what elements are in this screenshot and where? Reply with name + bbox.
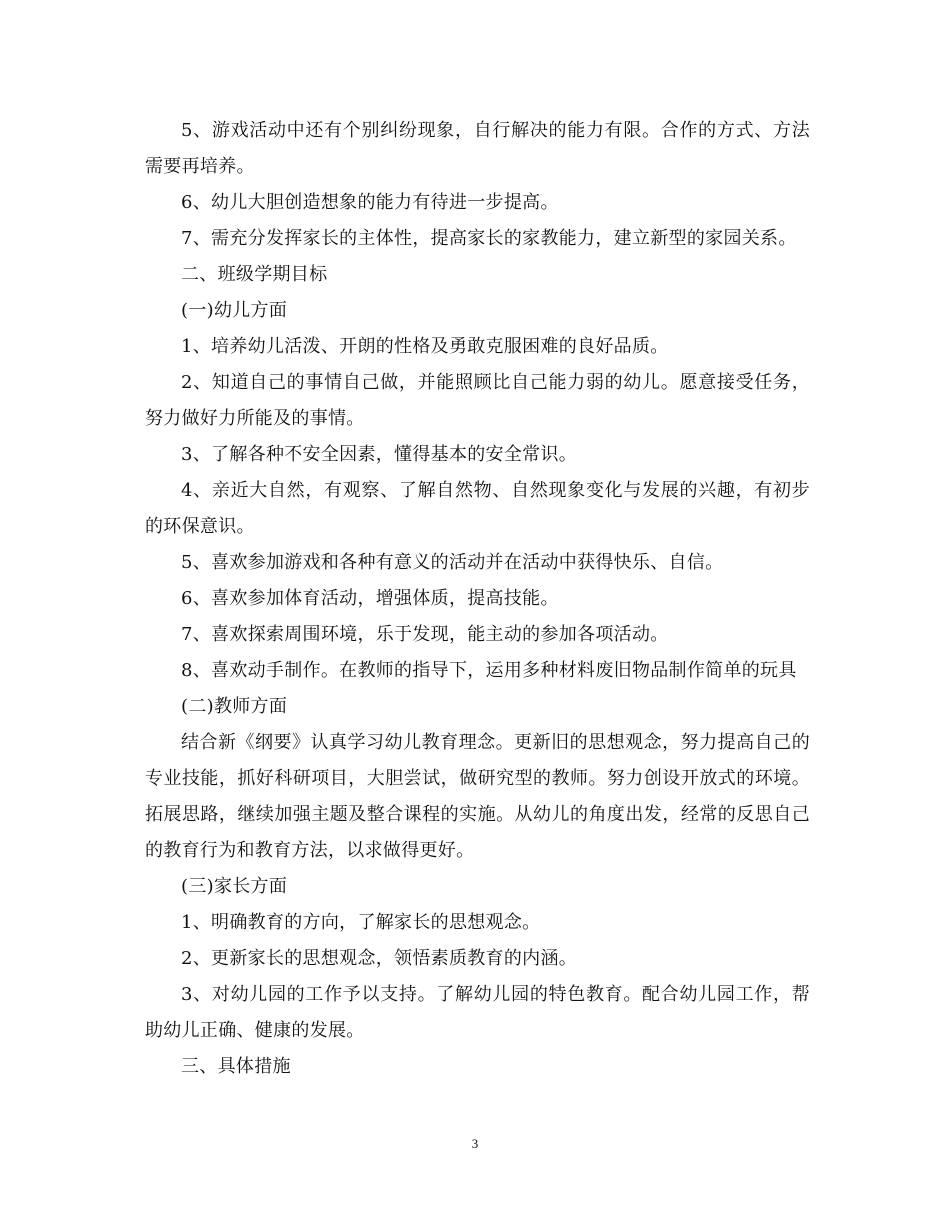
paragraph: 3、对幼儿园的工作予以支持。了解幼儿园的特色教育。配合幼儿园工作，帮助幼儿正确、健康的发展。: [145, 984, 810, 1041]
paragraph: 2、知道自己的事情自己做，并能照顾比自己能力弱的幼儿。愿意接受任务，努力做好力所能及的事情。: [145, 372, 810, 429]
subsection-heading: (三)家长方面: [181, 876, 288, 897]
paragraph: 5、喜欢参加游戏和各种有意义的活动并在活动中获得快乐、自信。: [181, 552, 724, 573]
paragraph: 3、了解各种不安全因素，懂得基本的安全常识。: [181, 444, 578, 465]
paragraph: 1、明确教育的方向，了解家长的思想观念。: [181, 912, 541, 933]
subsection-heading: (二)教师方面: [181, 696, 288, 717]
document-body: [145, 113, 810, 1085]
paragraph: 7、喜欢探索周围环境，乐于发现，能主动的参加各项活动。: [181, 624, 669, 645]
paragraph: 2、更新家长的思想观念，领悟素质教育的内涵。: [181, 948, 578, 969]
paragraph: 7、需充分发挥家长的主体性，提高家长的家教能力，建立新型的家园关系。: [181, 228, 797, 249]
paragraph: 6、幼儿大胆创造想象的能力有待进一步提高。: [181, 192, 559, 213]
section-heading: 三、具体措施: [181, 1056, 291, 1077]
section-heading: 二、班级学期目标: [181, 264, 328, 285]
paragraph: 8、喜欢动手制作。在教师的指导下，运用多种材料废旧物品制作简单的玩具: [181, 660, 797, 681]
paragraph: 结合新《纲要》认真学习幼儿教育理念。更新旧的思想观念，努力提高自己的专业技能，抓好科研项目，大胆尝试，做研究型的教师。努力创设开放式的环境。拓展思路，继续加强主题及整合课程的实施。从幼儿的角度出发，经常的反思自己的教育行为和教育方法，以求做得更好。: [145, 732, 810, 861]
paragraph: 1、培养幼儿活泼、开朗的性格及勇敢克服困难的良好品质。: [181, 336, 669, 357]
paragraph: 6、喜欢参加体育活动，增强体质，提高技能。: [181, 588, 559, 609]
paragraph: 4、亲近大自然，有观察、了解自然物、自然现象变化与发展的兴趣，有初步的环保意识。: [145, 480, 810, 537]
subsection-heading: (一)幼儿方面: [181, 300, 288, 321]
page-number: 3: [471, 1136, 479, 1151]
paragraph: 5、游戏活动中还有个别纠纷现象，自行解决的能力有限。合作的方式、方法需要再培养。: [145, 120, 810, 177]
